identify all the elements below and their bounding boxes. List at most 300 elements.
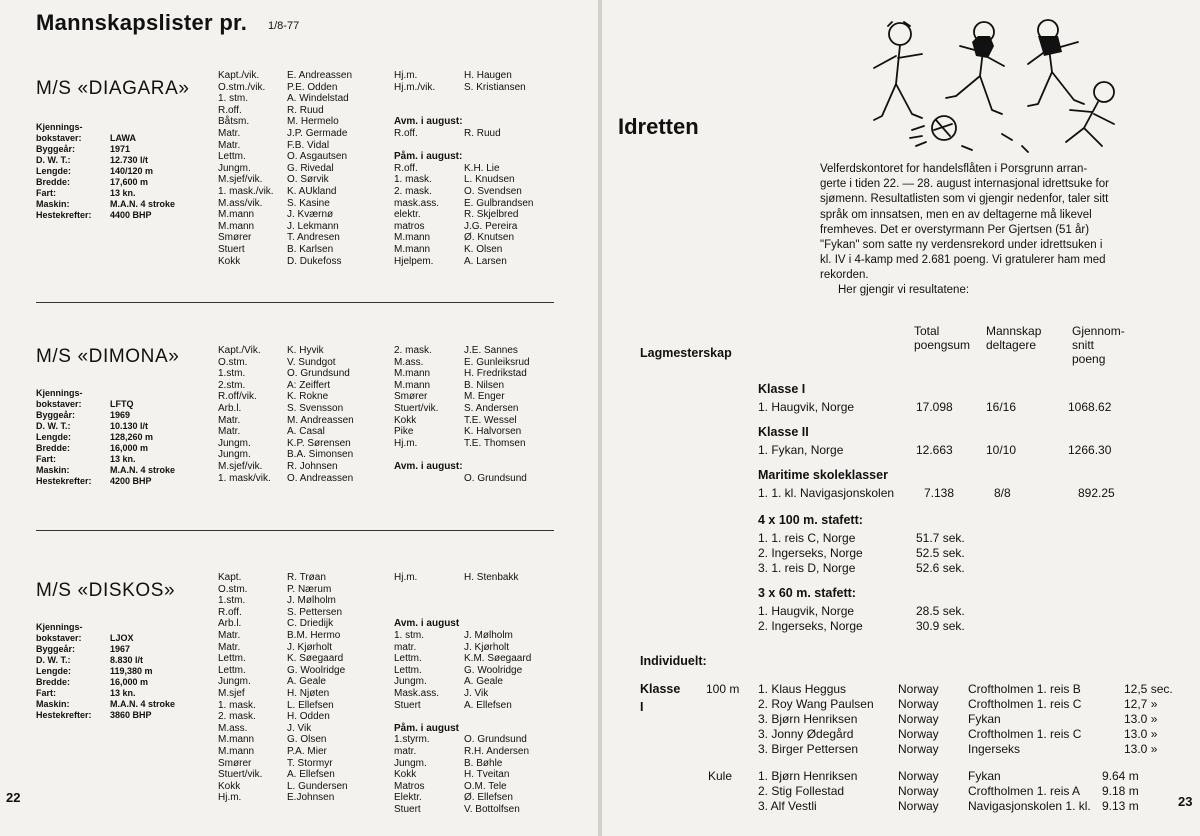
crew-cell: O. Asgautsen [287,151,348,163]
crew-cell: Hj.m. [394,572,418,583]
result-cell: 2. Ingerseks, Norge [758,546,863,560]
klasse-label: Klasse I [640,682,681,714]
result-cell: Norway [898,799,939,813]
result-cell: 51.7 sek. [916,531,965,545]
crew-cell: mask.ass. [394,197,440,209]
crew-cell: 2. mask. [394,185,432,197]
crew-cell: M.sjef/vik. [218,174,263,186]
crew-cell: M.ass/vik. [218,197,263,209]
crew-cell: Matr. [218,629,241,641]
spec-label: Kjennings- [36,388,83,398]
crew-cell: T. Stormyr [287,757,333,769]
crew-cell: J. Vik [464,687,489,699]
crew-cell: V. Bottolfsen [464,803,520,815]
spec-label: D. W. T.: [36,655,71,665]
result-cell: Ingerseks [968,742,1021,756]
crew-cell: H. Odden [287,711,330,723]
spec-label: Kjennings- [36,622,83,632]
page-number-left: 22 [6,790,21,805]
spec-value: 119,380 m [110,666,153,676]
intro-line: gerte i tiden 22. — 28. august internasjonal idrettsuke for [820,178,1109,191]
crew-cell [394,93,463,105]
crew-cell: Kapt./Vik. [218,345,261,356]
spec-value: 13 kn. [110,454,136,464]
spec-value: 8.830 l/t [110,655,144,665]
crew-cell: K. AUkland [287,185,337,197]
klasse2-team: 1. Fykan, Norge [758,443,844,457]
crew-cell: J. Vik [287,722,312,734]
result-cell: 13.0 » [1124,712,1158,726]
crew-cell: L. Ellefsen [287,699,334,711]
crew-cell: K.M. Søegaard [464,653,532,665]
crew-cell: O. Grundsund [464,472,527,484]
crew-cell: J. Lekmann [287,220,339,232]
crew-cell: Kapt./vik. [218,70,260,81]
result-cell: Fykan [968,712,1001,726]
crew-cell: R.off. [218,606,242,618]
crew-cell [464,116,534,128]
page-number-right: 23 [1178,794,1193,809]
result-cell: 30.9 sek. [916,619,965,633]
crew-cell: Mask.ass. [394,687,440,699]
spec-value [110,388,175,399]
header-mannskap: Mannskap deltagere [986,324,1042,352]
intro-line: språk om innsatsen, men en av deltagerne må likevel [820,208,1092,221]
spec-label: Lengde: [36,166,71,176]
spec-value: 16,000 m [110,677,149,687]
ship-name: M/S «DIAGARA» [36,78,190,99]
crew-cell: P.E. Odden [287,81,338,93]
result-cell: 1. 1. reis C, Norge [758,531,856,545]
crew-column-names2 [464,345,530,484]
crew-cell: A. Geale [287,676,326,688]
crew-cell: Arb.l. [218,402,242,414]
crew-column-ranks1 [218,345,271,484]
spec-value: 4400 BHP [110,210,152,220]
spec-value: LFTQ [110,399,134,409]
crew-column-ranks1 [218,70,274,267]
crew-cell [464,584,531,596]
crew-cell: 1. mask./vik. [218,185,274,197]
spec-value: 16,000 m [110,443,149,453]
crew-cell: Jungm. [218,162,251,174]
crew-cell: R. Trøan [287,572,326,583]
crew-cell: Kokk [218,255,241,267]
spec-value [110,622,175,633]
spec-value: 10.130 l/t [110,421,149,431]
crew-cell: Kokk [394,414,417,426]
result-cell: 9.64 m [1102,769,1139,783]
crew-cell: E. Gunleiksrud [464,356,530,368]
crew-cell: M.sjef [218,687,245,699]
spec-value: 1967 [110,644,131,654]
crew-cell: A. Ellefsen [287,769,335,781]
crew-cell: L. Gundersen [287,780,348,792]
result-cell: Norway [898,727,939,741]
section-title-idretten: Idretten [618,114,699,139]
ship-spec-values [110,122,175,221]
crew-cell: T.E. Thomsen [464,437,526,449]
crew-cell: M.mann [394,379,431,391]
page-date: 1/8-77 [268,20,300,32]
crew-cell: O.stm. [218,356,248,368]
crew-cell: S. Kasine [287,197,330,209]
crew-cell: O.M. Tele [464,780,507,792]
crew-cell: O. Svendsen [464,185,522,197]
crew-cell [394,595,459,607]
klasse1-team: 1. Haugvik, Norge [758,400,855,414]
crew-cell: Hj.m. [394,70,418,81]
ship-spec-labels [36,122,92,221]
crew-column-ranks2 [394,572,459,815]
spec-label: D. W. T.: [36,155,71,165]
crew-cell: Smører [218,232,252,244]
spec-value: 12.730 l/t [110,155,149,165]
crew-cell: Båtsm. [218,116,250,128]
crew-cell: H. Fredrikstad [464,368,527,380]
spec-value: M.A.N. 4 stroke [110,199,176,209]
crew-cell [464,723,531,735]
crew-cell: J.E. Sannes [464,345,518,356]
crew-cell: R. Skjelbred [464,209,519,221]
spec-label: bokstaver: [36,399,82,409]
crew-cell: G. Rivedal [287,162,334,174]
spec-label: Fart: [36,688,56,698]
result-cell: 9.13 m [1102,799,1139,813]
maritime-snitt: 892.25 [1078,486,1115,500]
crew-cell: K. Hyvik [287,345,324,356]
spec-label: Hestekrefter: [36,476,92,486]
crew-cell: L. Knudsen [464,174,515,186]
crew-cell: M. Hermelo [287,116,339,128]
crew-cell: Jungm. [218,437,251,449]
spec-value: 17,600 m [110,177,149,187]
crew-cell: K. Halvorsen [464,426,522,438]
crew-cell: B.A. Simonsen [287,449,354,461]
crew-cell: A. Geale [464,676,503,688]
spec-value: 3860 BHP [110,710,152,720]
crew-cell: A. Windelstad [287,93,349,105]
crew-cell: A. Larsen [464,255,507,267]
maritime-total: 7.138 [924,486,955,500]
crew-cell [394,105,463,117]
result-cell: 1. Bjørn Henriksen [758,769,858,783]
crew-cell [394,607,459,619]
crew-cell: Lettm. [394,664,422,676]
result-cell: 2. Ingerseks, Norge [758,619,863,633]
crew-cell: H. Haugen [464,70,512,81]
result-cell: Norway [898,682,939,696]
intro-line: Velferdskontoret for handelsflåten i Porsgrunn arran- [820,163,1088,175]
crew-cell: 1. stm. [218,93,249,105]
spec-value: LJOX [110,633,134,643]
crew-column-names1 [287,572,348,804]
crew-cell: K. Olsen [464,243,503,255]
crew-cell: P.A. Mier [287,745,327,757]
crew-cell: Jungm. [218,449,251,461]
event-kule: Kule [708,769,733,783]
crew-cell: K. Rokne [287,391,329,403]
crew-cell: R.off/vik. [218,391,257,403]
result-cell: 3. 1. reis D, Norge [758,561,856,575]
crew-cell: T.E. Wessel [464,414,517,426]
stafett100-heading: 4 x 100 m. stafett: [758,513,863,527]
crew-cell: O. Grundsund [464,734,527,746]
crew-cell [394,449,463,461]
crew-column-names1 [287,345,354,484]
intro-line: fremheves. Det er overstyrmann Per Gjertsen (51 år) [820,223,1090,236]
crew-cell: Avm. i august: [394,460,463,472]
spec-label: Maskin: [36,465,70,475]
crew-cell: 2. mask. [394,345,432,356]
crew-cell: Matr. [218,139,241,151]
result-cell: Norway [898,697,939,711]
crew-cell: R.off. [394,127,418,139]
crew-cell: K. Søegaard [287,653,344,665]
crew-cell: S. Svensson [287,402,344,414]
result-cell: Croftholmen 1. reis A [968,784,1081,798]
spec-label: Byggeår: [36,410,76,420]
spec-label: Bredde: [36,677,71,687]
crew-cell: J. Mølholm [464,629,513,641]
spec-value: 1969 [110,410,131,420]
crew-cell: matros [394,220,425,232]
crew-cell: Pike [394,426,414,438]
crew-cell: 1. mask. [218,699,256,711]
maritime-deltagere: 8/8 [994,486,1011,500]
crew-cell [464,461,530,473]
crew-cell: M.sjef/vik. [218,460,263,472]
crew-cell: Lettm. [394,653,422,665]
right-page [602,0,1200,836]
event-100m: 100 m [706,682,740,696]
result-cell: 3. Birger Pettersen [758,742,859,756]
crew-cell: B. Bøhle [464,757,503,769]
klasse1-heading: Klasse I [758,382,806,396]
crew-cell: Stuert [218,243,245,255]
crew-cell: G. Woolridge [287,664,346,676]
crew-cell: Kokk [394,769,417,781]
crew-cell: M. Enger [464,391,505,403]
crew-cell: Jungm. [394,757,427,769]
crew-cell: Hj.m./vik. [394,81,436,93]
crew-cell: Elektr. [394,792,422,804]
crew-cell: H. Tveitan [464,769,510,781]
crew-cell: Matr. [218,641,241,653]
spec-label: Hestekrefter: [36,210,92,220]
stafett60-heading: 3 x 60 m. stafett: [758,586,856,600]
intro-line: kl. IV i 4-kamp med 2.681 poeng. Vi gratulerer ham med [820,254,1106,267]
crew-cell: J. Kjørholt [464,641,510,653]
spec-value: LAWA [110,133,136,143]
spec-label: Byggeår: [36,644,76,654]
crew-cell: O. Andreassen [287,472,354,484]
crew-cell: 1.styrm. [394,734,430,746]
crew-cell: 1.stm. [218,368,246,380]
crew-cell: J. Kværnø [287,209,334,221]
crew-cell [464,607,531,619]
crew-cell: Matr. [218,426,241,438]
result-cell: Norway [898,712,939,726]
crew-cell: M.mann [394,232,431,244]
result-cell: 1. Klaus Heggus [758,682,847,696]
crew-cell: A. Ellefsen [464,699,512,711]
crew-cell: O. Grundsund [287,368,350,380]
result-cell: 2. Stig Follestad [758,784,845,798]
crew-cell: D. Dukefoss [287,255,342,267]
crew-cell: Lettm. [218,653,246,665]
result-cell: 12,5 sec. [1124,682,1173,696]
spec-label: D. W. T.: [36,421,71,431]
crew-cell: elektr. [394,209,421,221]
crew-cell: Avm. i august: [394,116,463,128]
crew-cell: M. Andreassen [287,414,354,426]
crew-cell [464,711,531,723]
spec-value: 4200 BHP [110,476,152,486]
ship-name: M/S «DIMONA» [36,346,180,367]
crew-cell: R. Johnsen [287,460,338,472]
spec-value: M.A.N. 4 stroke [110,699,176,709]
crew-cell [464,140,534,152]
crew-cell [464,93,534,105]
crew-cell: H. Stenbakk [464,572,519,583]
crew-cell: E. Gulbrandsen [464,197,534,209]
crew-cell [394,473,463,485]
crew-cell: Ø. Ellefsen [464,792,513,804]
spec-label: Fart: [36,188,56,198]
crew-cell: V. Sundgot [287,356,336,368]
crew-cell: C. Driedijk [287,618,334,630]
crew-cell: S. Kristiansen [464,81,526,93]
spec-value: 1971 [110,144,131,154]
crew-cell: S. Pettersen [287,606,343,618]
result-cell: Norway [898,784,939,798]
klasse2-total: 12.663 [916,443,953,457]
crew-cell: K.P. Sørensen [287,437,351,449]
crew-cell: B. Nilsen [464,379,505,391]
crew-cell: Hj.m. [394,437,418,449]
crew-cell: J.P. Germade [287,127,348,139]
crew-cell: F.B. Vidal [287,139,330,151]
crew-cell: B.M. Hermo [287,629,341,641]
crew-cell: G. Woolridge [464,664,523,676]
crew-cell [464,151,534,163]
spec-label: Bredde: [36,443,71,453]
crew-cell: Matr. [218,414,241,426]
result-cell: 3. Jonny Ødegård [758,727,854,741]
maritime-heading: Maritime skoleklasser [758,468,888,482]
crew-cell: H. Njøten [287,687,330,699]
individuelt-heading: Individuelt: [640,654,707,668]
result-cell: 2. Roy Wang Paulsen [758,697,874,711]
result-cell: 9.18 m [1102,784,1139,798]
crew-cell: Hj.m. [218,792,242,804]
crew-cell: Ø. Knutsen [464,232,515,244]
crew-cell: G. Olsen [287,734,327,746]
crew-cell: J.G. Pereira [464,220,518,232]
spec-label: bokstaver: [36,633,82,643]
crew-cell: K.H. Lie [464,162,500,174]
result-cell: Croftholmen 1. reis C [968,697,1082,711]
spec-label: Lengde: [36,666,71,676]
spec-value: 140/120 m [110,166,154,176]
crew-cell: Kokk [218,780,241,792]
crew-cell: M.ass. [394,356,424,368]
spec-label: Hestekrefter: [36,710,92,720]
crew-cell: Jungm. [394,676,427,688]
header-snitt: Gjennom- snitt poeng [1072,324,1125,366]
crew-cell: M.mann [218,734,255,746]
result-cell: 13.0 » [1124,727,1158,741]
crew-cell: P. Nærum [287,583,332,595]
spec-value: M.A.N. 4 stroke [110,465,176,475]
intro-line: "Fykan" som satte ny verdensrekord under idrettsuken i [820,239,1103,252]
result-cell: Croftholmen 1. reis B [968,682,1081,696]
crew-column-ranks2 [394,70,463,267]
result-cell: 52.5 sek. [916,546,965,560]
crew-cell [464,618,531,630]
result-cell: Croftholmen 1. reis C [968,727,1082,741]
section-divider [36,302,554,303]
crew-cell: 1. mask/vik. [218,472,271,484]
crew-cell: E. Andreassen [287,70,353,81]
intro-last-line: Her gjengir vi resultatene: [838,284,970,296]
crew-cell: matr. [394,641,417,653]
spec-value: 13 kn. [110,688,136,698]
crew-column-ranks2 [394,345,463,484]
result-cell: 28.5 sek. [916,604,965,618]
klasse1-total: 17.098 [916,400,953,414]
result-cell: Navigasjonskolen 1. kl. [968,799,1091,813]
crew-cell: O.stm./vik. [218,81,266,93]
section-divider [36,530,554,531]
crew-cell: R.off. [394,162,418,174]
intro-line: rekorden. [820,269,869,282]
crew-column-names2 [464,572,531,815]
crew-cell [394,140,463,152]
crew-cell: Hjelpem. [394,255,434,267]
crew-cell: Matr. [218,127,241,139]
crew-cell: Lettm. [218,664,246,676]
crew-cell: 2. mask. [218,711,256,723]
crew-cell: Smører [394,391,428,403]
crew-cell: E.Johnsen [287,792,335,804]
maritime-team: 1. 1. kl. Navigasjonskolen [758,486,895,500]
result-cell: 12,7 » [1124,697,1158,711]
crew-cell: Påm. i august: [394,151,463,163]
result-cell: 52.6 sek. [916,561,965,575]
crew-cell: J. Kjørholt [287,641,333,653]
crew-cell: Kapt. [218,572,242,583]
crew-cell [464,105,534,117]
crew-cell: R. Ruud [464,127,501,139]
spec-label: Bredde: [36,177,71,187]
crew-cell: S. Andersen [464,402,519,414]
intro-line: sjømenn. Resultatlisten som vi gjengir nedenfor, taler sitt [820,193,1109,206]
klasse1-snitt: 1068.62 [1068,400,1112,414]
crew-cell: Stuert/vik. [394,402,439,414]
crew-column-ranks1 [218,572,262,804]
crew-cell: Jungm. [218,676,251,688]
result-cell: Fykan [968,769,1001,783]
klasse2-deltagere: 10/10 [986,443,1017,457]
crew-cell: Stuert [394,699,421,711]
crew-cell: Smører [218,757,252,769]
crew-cell: Stuert/vik. [218,769,263,781]
crew-cell: 1.stm. [218,595,246,607]
crew-cell: Avm. i august [394,618,460,630]
crew-cell: 2.stm. [218,379,246,391]
